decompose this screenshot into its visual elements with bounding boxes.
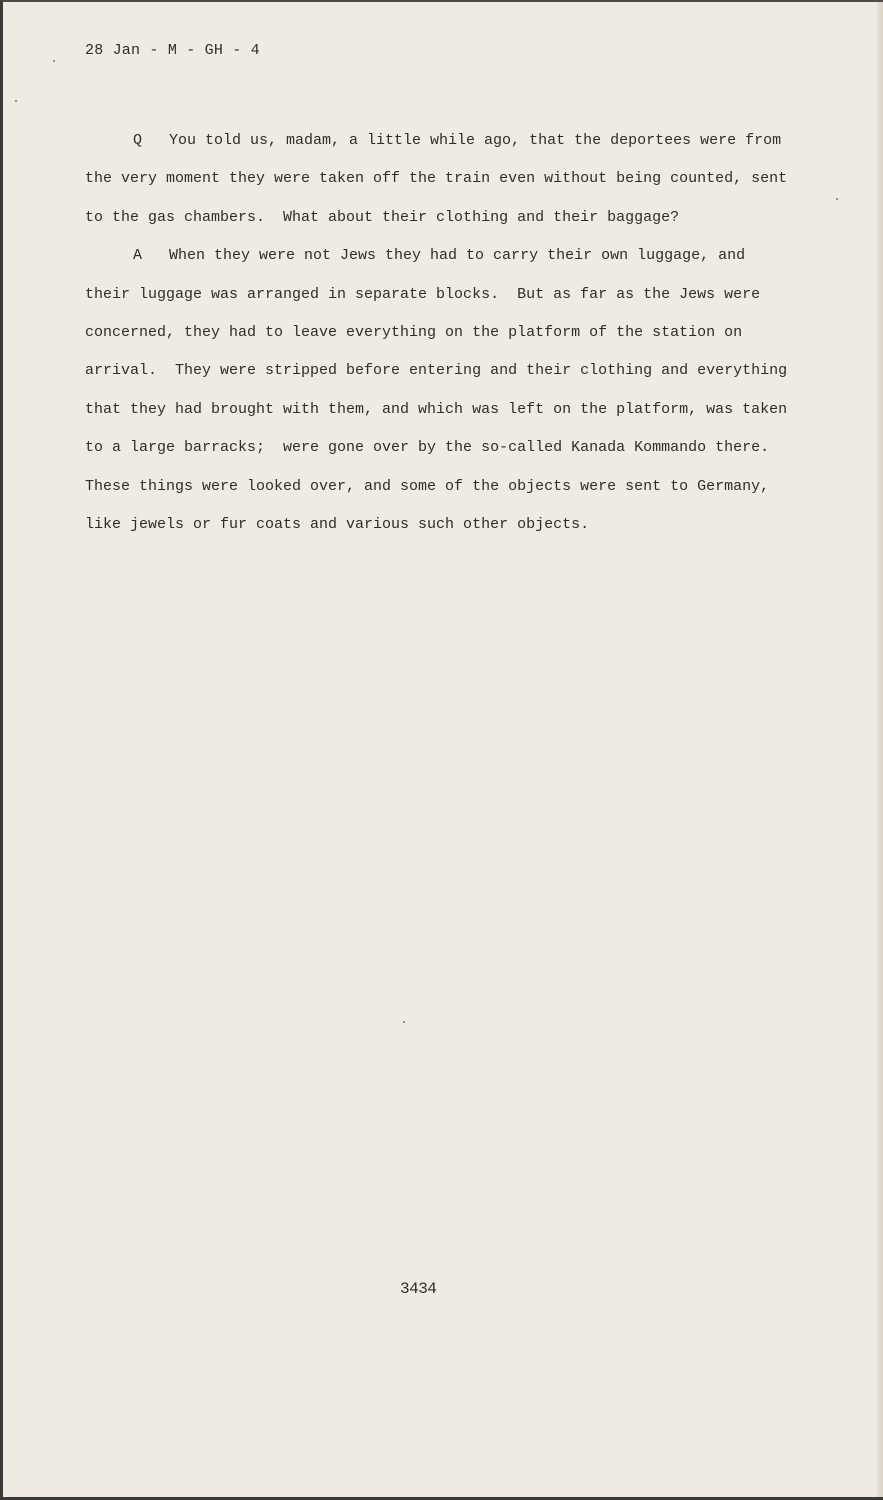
testimony-text xyxy=(85,122,845,544)
text-line: to the gas chambers. What about their clothing and their baggage? xyxy=(85,208,680,226)
text-line: their luggage was arranged in separate blocks. But as far as the Jews were xyxy=(85,285,761,303)
text-line: A When they were not Jews they had to carry their own luggage, and xyxy=(133,247,746,265)
text-line: arrival. They were stripped before entering and their clothing and everything xyxy=(85,362,788,380)
text-line: like jewels or fur coats and various such other objects. xyxy=(85,515,590,533)
text-line: Q You told us, madam, a little while ago, that the deportees were from xyxy=(133,132,782,149)
text-line: These things were looked over, and some of the objects were sent to Germany, xyxy=(85,477,770,495)
text-line: concerned, they had to leave everything on the platform of the station on xyxy=(85,323,743,341)
paper-speck xyxy=(53,60,55,62)
text-line: that they had brought with them, and which was left on the platform, was taken xyxy=(85,400,788,418)
page-number: 3434 xyxy=(400,1280,437,1298)
document-reference-header: 28 Jan - M - GH - 4 xyxy=(85,42,260,59)
paper-speck xyxy=(836,198,838,200)
paper-speck xyxy=(15,100,17,102)
text-line: to a large barracks; were gone over by the so-called Kanada Kommando there. xyxy=(85,439,770,457)
text-line: the very moment they were taken off the train even without being counted, sent xyxy=(85,170,788,188)
paper-speck xyxy=(403,1021,405,1023)
